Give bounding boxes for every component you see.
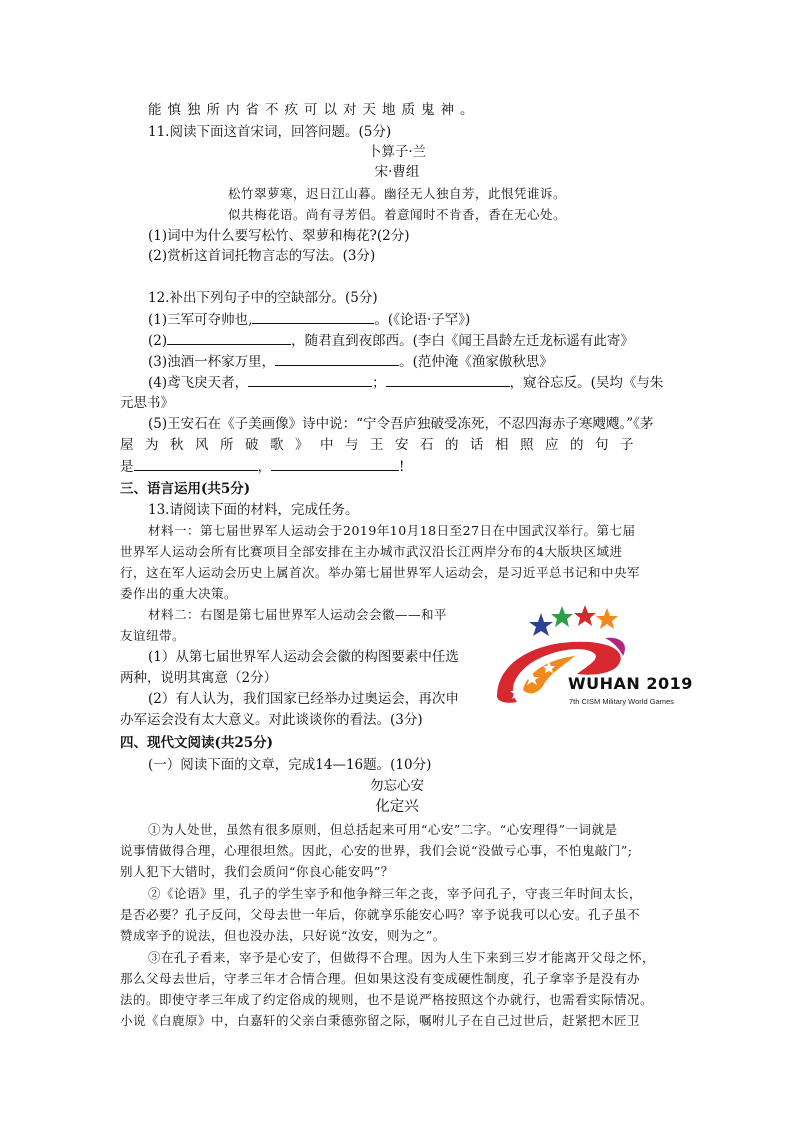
q12-3-source: 。(范仲淹《渔家傲秋思》 [399,354,553,370]
q12-1-blank[interactable] [252,309,374,324]
star-blue [529,613,553,636]
emblem-stars [529,605,618,636]
q12-5-line-2: 屋为秋风所破歌》中与王安石的话相照应的句子 [120,437,645,453]
para2-line-1: ②《论语》里，孔子的学生宰予和他争辩三年之丧，宰予问孔子，守丧三年时间太长， [148,886,643,901]
material1-line-2: 世界军人运动会所有比赛项目全部安排在主办城市武汉沿长江两岸分布的4大版块区域进 [120,544,623,559]
emblem-wordmark: WUHAN 2019 [568,674,693,693]
q12-4-blank-2[interactable] [386,372,510,387]
material2-line-2: 友谊纽带。 [120,628,186,643]
q12-4-source: ，窥谷忘反。(吴均《与朱 [509,375,664,391]
q12-5-line-3 [120,456,404,477]
task2-line-1: (2）有人认为，我们国家已经举办过奥运会，再次申 [148,691,459,707]
poem-title: 卜算子·兰 [367,144,427,160]
wuhan-2019-emblem [487,604,683,712]
q12-item-2 [148,330,634,351]
q11-title: 11.阅读下面这首宋词，回答问题。(5分) [148,124,392,140]
q12-1-source: 。(《论语·子罕》) [374,312,471,328]
q10-tail: 能慎独所内省不疚可以对天地质鬼神。 [148,102,480,118]
task1-line-2: 两种，说明其寓意（2分） [120,670,278,686]
poem-author: 宋·曹组 [374,164,420,180]
q12-item-4 [148,372,663,393]
material1-line-3: 行，这在军人运动会历史上属首次。举办第七届世界军人运动会，是习近平总书记和中央军 [120,565,641,580]
task1-line-1: (1）从第七届世界军人运动会会徽的构图要素中任选 [148,649,459,665]
q12-4-text: (4)鸢飞戾天者， [148,375,249,391]
q12-title: 12.补出下列句子中的空缺部分。(5分) [148,290,378,306]
section4-heading: 四、现代文阅读(共25分) [120,735,274,751]
para3-line-4: 小说《白鹿原》中，白嘉轩的父亲白秉德弥留之际，嘱咐儿子在自己过世后，赶紧把木匠卫 [120,1013,641,1028]
q12-5-comma: ， [257,459,271,475]
q12-5-blank-2[interactable] [271,456,399,471]
para2-line-2: 是否必要？孔子反问，父母去世一年后，你就享乐能安心吗？宰予说我可以心安。孔子虽不 [120,907,641,922]
section4-part1: (一）阅读下面的文章，完成14—16题。(10分) [148,757,432,773]
q11-sub-2: (2)赏析这首词托物言志的写法。(3分) [148,248,376,264]
article-author: 化定兴 [375,799,419,815]
q12-item-1 [148,309,470,330]
para2-line-3: 赞成宰予的说法，但也没办法，只好说“汝安，则为之”。 [120,928,446,943]
material1-line-4: 委作出的重大决策。 [120,586,238,601]
q12-5-line-1: (5)王安石在《子美画像》诗中说：“宁令吾庐独破受冻死，不忍四海赤子寒飕飕。”《茅 [148,416,654,432]
q12-2-num: (2) [148,333,168,349]
para3-line-1: ③在孔子看来，宰予是心安了，但做得不合理。因为人生下来到三岁才能离开父母之怀， [148,950,656,965]
q12-4-source-cont: 元思书》 [120,395,174,411]
q12-3-text: (3)浊酒一杯家万里， [148,354,276,370]
emblem-subtitle: 7th CISM Military World Games [569,697,674,706]
para3-line-2: 那么父母去世后，守孝三年才合情合理。但如果这没有变成硬性制度，孔子拿宰予是没有办 [120,971,641,986]
poem-line-2: 似共梅花语。尚有寻芳侣。着意闻时不肯香，香在无心处。 [227,207,566,222]
para3-line-3: 法的。即使守孝三年成了约定俗成的规则，也不是说严格按照这个办就行，也需看实际情况。 [120,992,654,1007]
q12-2-blank[interactable] [167,330,291,345]
q12-1-text: (1)三军可夺帅也, [148,312,253,328]
q12-5-shi: 是 [120,459,134,475]
q11-sub-1: (1)词中为什么要写松竹、翠萝和梅花?(2分) [148,228,410,244]
q12-5-blank-1[interactable] [134,456,258,471]
q12-3-blank[interactable] [275,351,399,366]
q12-5-end: ! [399,459,405,475]
star-orange [596,608,618,629]
section3-heading: 三、语言运用(共5分) [120,481,251,497]
star-red [574,605,596,626]
task2-line-2: 办军运会没有太大意义。对此谈谈你的看法。(3分) [120,712,423,728]
q12-4-sep: ； [372,375,386,391]
q12-item-3 [148,351,553,372]
para1-line-3: 别人犯下大错时，我们会质问“你良心能安吗”？ [120,864,394,879]
article-title: 勿忘心安 [370,778,424,794]
para1-line-2: 说事情做得合理，心理很坦然。因此，心安的世界，我们会说“没做亏心事，不怕鬼敲门”; [120,843,633,858]
para1-line-1: ①为人处世，虽然有很多原则，但总括起来可用“心安”二字。“心安理得”一词就是 [148,822,618,837]
material2-line-1: 材料二：右图是第七届世界军人运动会会徽——和平 [148,607,448,622]
q13-title: 13.请阅读下面的材料，完成任务。 [148,502,359,518]
material1-line-1: 材料一：第七届世界军人运动会于2019年10月18日至27日在中国武汉举行。第七届 [148,523,636,538]
star-green [551,606,573,627]
poem-line-1: 松竹翠萝寒，迟日江山暮。幽径无人独自芳，此恨凭谁诉。 [227,186,566,201]
q12-4-blank-1[interactable] [248,372,372,387]
q12-2-text: ，随君直到夜郎西。(李白《闻王昌龄左迁龙标遥有此寄》 [291,333,634,349]
